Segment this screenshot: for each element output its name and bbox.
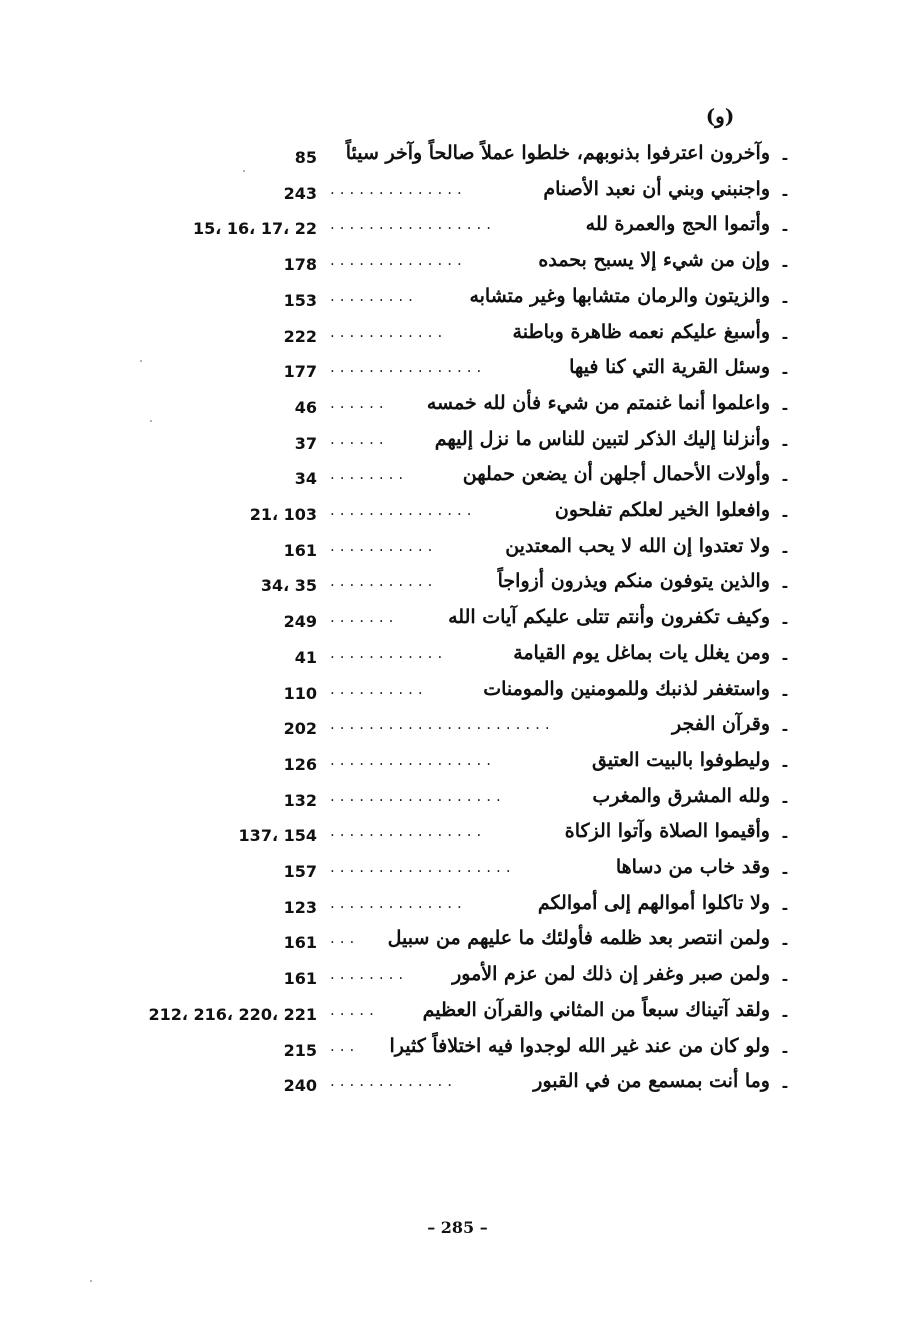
index-entry <box>0 925 915 959</box>
entry-text: ولو كان من عند غير الله لوجدوا فيه اختلافاً كثيرا <box>389 1034 770 1057</box>
index-entry <box>0 1033 915 1067</box>
index-entry <box>0 247 915 281</box>
entry-dash: - <box>781 219 789 239</box>
entry-text: وافعلوا الخير لعلكم تفلحون <box>554 499 770 521</box>
entry-pages: 123 <box>283 897 317 917</box>
entry-text: ومن يغلل يات بماغل يوم القيامة <box>513 641 770 664</box>
entry-text: وآخرون اعترفوا بذنوبهم، خلطوا عملاً صالحاً وآخر سيئاً <box>345 142 770 164</box>
entry-dash: - <box>781 290 789 310</box>
index-entry <box>0 283 915 317</box>
entry-dash: - <box>781 397 789 417</box>
entry-pages: 21، 103 <box>249 505 317 524</box>
index-entry <box>0 533 915 567</box>
section-letter: (و) <box>705 104 735 128</box>
entry-dash: - <box>781 505 789 524</box>
entry-pages: 212، 216، 220، 221 <box>148 1004 317 1024</box>
entry-dash: - <box>781 1004 789 1024</box>
entry-dash: - <box>781 540 789 560</box>
entry-pages: 34 <box>294 469 317 489</box>
entry-pages: 202 <box>283 719 317 739</box>
entry-dash: - <box>781 183 789 203</box>
dot-leader: ............. <box>330 1072 457 1091</box>
index-entry <box>0 461 915 495</box>
entry-text: ولا تعتدوا إن الله لا يحب المعتدين <box>505 534 770 557</box>
entry-text: وأنزلنا إليك الذكر لتبين للناس ما نزل إليهم <box>434 427 770 450</box>
entry-pages: 132 <box>283 790 317 810</box>
entry-text: وقد خاب من دساها <box>615 856 770 878</box>
entry-text: وأتموا الحج والعمرة لله <box>585 213 770 236</box>
dot-leader: ................... <box>330 858 516 876</box>
index-entry <box>0 818 915 852</box>
entry-text: وأقيموا الصلاة وآتوا الزكاة <box>564 820 770 843</box>
dot-leader: ............ <box>330 322 448 341</box>
entry-pages: 153 <box>283 290 317 310</box>
scan-speck <box>243 170 245 172</box>
entry-dash: - <box>781 433 789 453</box>
entry-dash: - <box>781 148 789 167</box>
entry-text: واستغفر لذنبك وللمومنين والمومنات <box>483 677 770 700</box>
entry-text: وليطوفوا بالبيت العتيق <box>591 748 770 771</box>
entry-pages: 15، 16، 17، 22 <box>192 219 317 239</box>
index-entry <box>0 997 915 1031</box>
index-entry <box>0 568 915 602</box>
index-entry <box>0 140 915 174</box>
entry-dash: - <box>781 576 789 596</box>
entry-dash: - <box>781 719 789 739</box>
entry-pages: 34، 35 <box>260 576 317 596</box>
entry-dash: - <box>781 683 789 703</box>
entry-pages: 161 <box>283 933 317 953</box>
entry-pages: 215 <box>283 1040 317 1060</box>
index-entry <box>0 354 915 388</box>
entry-pages: 240 <box>283 1076 317 1096</box>
entry-dash: - <box>781 255 789 275</box>
page-number: – 285 – <box>427 1218 488 1237</box>
dot-leader: ................. <box>330 215 497 234</box>
dot-leader <box>330 144 336 170</box>
dot-leader: ... <box>330 929 360 948</box>
dot-leader: ........... <box>330 536 438 555</box>
index-entry <box>0 640 915 674</box>
entry-pages: 37 <box>294 433 317 453</box>
entry-text: واجنبني وبني أن نعبد الأصنام <box>543 177 770 200</box>
index-entry <box>0 497 915 531</box>
entry-pages: 177 <box>283 362 317 382</box>
index-entry <box>0 711 915 745</box>
entry-pages: 85 <box>294 148 317 167</box>
entry-text: واعلموا أنما غنمتم من شيء فأن لله خمسه <box>426 391 770 414</box>
dot-leader: ..... <box>330 1000 379 1019</box>
dot-leader: ................ <box>330 822 487 841</box>
entry-pages: 157 <box>283 862 317 881</box>
entry-text: والزيتون والرمان متشابها وغير متشابه <box>469 284 770 307</box>
dot-leader: ............ <box>330 643 448 662</box>
dot-leader: ........ <box>330 465 409 484</box>
index-entry <box>0 783 915 817</box>
index-entry <box>0 211 915 245</box>
entry-pages: 243 <box>283 183 317 203</box>
entry-dash: - <box>781 326 789 346</box>
entry-pages: 110 <box>283 683 317 703</box>
entry-dash: - <box>781 469 789 489</box>
entry-text: وسئل القرية التي كنا فيها <box>569 356 770 379</box>
entry-dash: - <box>781 826 789 846</box>
entry-dash: - <box>781 754 789 774</box>
entry-pages: 126 <box>283 754 317 774</box>
entry-dash: - <box>781 933 789 953</box>
entry-dash: - <box>781 1076 789 1096</box>
entry-text: ولله المشرق والمغرب <box>592 784 770 807</box>
entry-text: وكيف تكفرون وأنتم تتلى عليكم آيات الله <box>448 606 770 629</box>
entry-dash: - <box>781 790 789 810</box>
scan-speck <box>90 1280 92 1282</box>
entry-pages: 222 <box>283 326 317 346</box>
index-entry <box>0 390 915 424</box>
dot-leader: ......... <box>330 286 418 305</box>
dot-leader: .......... <box>330 679 428 698</box>
index-entry <box>0 961 915 995</box>
index-entry <box>0 854 915 888</box>
entry-text: والذين يتوفون منكم ويذرون أزواجاً <box>497 570 770 593</box>
dot-leader: .................. <box>330 786 506 805</box>
entry-text: ولقد آتيناك سبعاً من المثاني والقرآن العظيم <box>422 998 770 1021</box>
entry-text: ولمن صبر وغفر إن ذلك لمن عزم الأمور <box>452 963 770 986</box>
dot-leader: ... <box>330 1036 360 1055</box>
index-entry <box>0 604 915 638</box>
entry-text: وما أنت بمسمع من في القبور <box>533 1070 770 1093</box>
entry-text: ولا تاكلوا أموالهم إلى أموالكم <box>537 891 770 914</box>
scan-speck <box>150 420 152 422</box>
entry-pages: 161 <box>283 540 317 560</box>
entry-dash: - <box>781 647 789 667</box>
index-entry <box>0 890 915 924</box>
dot-leader: ........... <box>330 572 438 591</box>
entry-text: وأسبغ عليكم نعمه ظاهرة وباطنة <box>512 320 770 343</box>
index-entry <box>0 1068 915 1102</box>
index-entry <box>0 747 915 781</box>
entry-text: وأولات الأحمال أجلهن أن يضعن حملهن <box>462 463 770 486</box>
dot-leader: .............. <box>330 179 467 198</box>
dot-leader: ....................... <box>330 715 555 734</box>
dot-leader: ................. <box>330 750 497 769</box>
index-entry <box>0 676 915 710</box>
index-entry <box>0 426 915 460</box>
entry-pages: 137، 154 <box>238 826 317 846</box>
entry-dash: - <box>781 612 789 632</box>
entry-text: وإن من شيء إلا يسبح بحمده <box>538 249 770 272</box>
dot-leader: .............. <box>330 251 467 270</box>
dot-leader: ...... <box>330 393 389 412</box>
dot-leader: ...... <box>330 429 389 448</box>
entry-pages: 46 <box>294 397 317 417</box>
dot-leader: ................ <box>330 358 487 377</box>
entry-pages: 178 <box>283 255 317 275</box>
entry-dash: - <box>781 897 789 917</box>
dot-leader: ........ <box>330 965 409 984</box>
scan-speck <box>140 360 142 362</box>
index-entry <box>0 319 915 353</box>
entry-text: ولمن انتصر بعد ظلمه فأولئك ما عليهم من سبيل <box>387 927 770 950</box>
entry-pages: 249 <box>283 612 317 632</box>
entry-pages: 161 <box>283 969 317 989</box>
index-entry <box>0 176 915 210</box>
entry-pages: 41 <box>294 647 317 667</box>
entry-dash: - <box>781 969 789 989</box>
dot-leader: ....... <box>330 608 399 627</box>
entry-dash: - <box>781 1040 789 1060</box>
dot-leader: .............. <box>330 893 467 912</box>
entry-dash: - <box>781 862 789 881</box>
dot-leader: ............... <box>330 501 477 519</box>
entry-text: وقرآن الفجر <box>671 713 770 736</box>
entry-dash: - <box>781 362 789 382</box>
